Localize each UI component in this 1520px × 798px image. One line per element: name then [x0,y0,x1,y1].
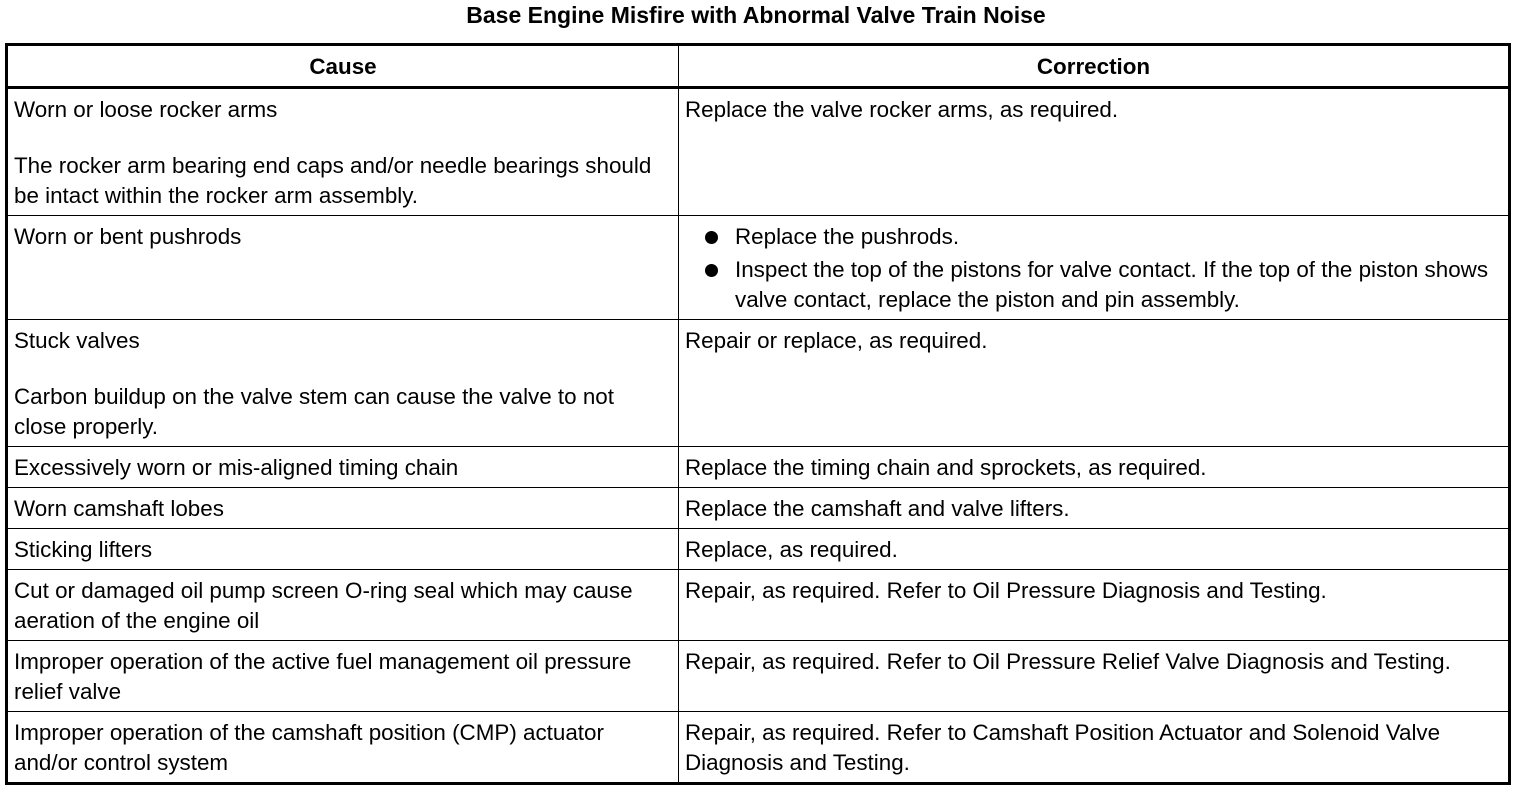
table-row [7,88,1510,216]
correction-cell [679,488,1510,529]
cause-cell [7,320,679,447]
table-header-row [7,45,1510,88]
cause-note: Carbon buildup on the valve stem can cause the valve to not close properly. [14,384,614,439]
cause-text: Cut or damaged oil pump screen O-ring seal which may cause aeration of the engine oil [14,578,633,633]
cause-text: Worn or loose rocker arms [14,97,278,122]
cause-text: Improper operation of the active fuel management oil pressure relief valve [14,649,632,704]
table-row [7,488,1510,529]
cause-cell [7,88,679,216]
correction-text: Replace the camshaft and valve lifters. [685,496,1070,521]
correction-cell [679,570,1510,641]
correction-text: Repair, as required. Refer to Oil Pressure Relief Valve Diagnosis and Testing. [685,649,1451,674]
cause-text: Worn or bent pushrods [14,224,242,249]
column-header-correction: Correction [679,45,1510,88]
cause-cell [7,488,679,529]
correction-text: Replace the timing chain and sprockets, as required. [685,455,1207,480]
diagnosis-table [5,43,1511,785]
table-row [7,712,1510,784]
correction-cell [679,712,1510,784]
correction-cell [679,216,1510,320]
table-row [7,570,1510,641]
table-row [7,529,1510,570]
bullet-text: Inspect the top of the pistons for valve contact. If the top of the piston shows valve contact, replace the piston and pin assembly. [735,257,1489,312]
cause-note: The rocker arm bearing end caps and/or needle bearings should be intact within the rocker arm assembly. [14,153,652,208]
cause-cell [7,447,679,488]
correction-text: Replace, as required. [685,537,898,562]
bullet-icon [705,231,718,244]
cause-cell [7,216,679,320]
cause-text: Improper operation of the camshaft position (CMP) actuator and/or control system [14,720,604,775]
table-row [7,216,1510,320]
list-item [701,255,1502,315]
cause-cell [7,712,679,784]
table-row [7,641,1510,712]
bullet-text: Replace the pushrods. [735,224,960,249]
cause-cell [7,529,679,570]
list-item [701,222,1502,252]
bullet-icon [705,264,718,277]
correction-cell [679,320,1510,447]
cause-cell [7,570,679,641]
correction-text: Repair, as required. Refer to Oil Pressure Diagnosis and Testing. [685,578,1327,603]
column-header-cause: Cause [7,45,679,88]
correction-cell [679,88,1510,216]
cause-text: Sticking lifters [14,537,153,562]
correction-cell [679,447,1510,488]
cause-text: Excessively worn or mis-aligned timing chain [14,455,459,480]
correction-text: Replace the valve rocker arms, as required. [685,97,1119,122]
correction-text: Repair, as required. Refer to Camshaft Position Actuator and Solenoid Valve Diagnosis and Testing. [685,720,1441,775]
cause-cell [7,641,679,712]
cause-text: Worn camshaft lobes [14,496,224,521]
correction-text: Repair or replace, as required. [685,328,988,353]
table-row [7,447,1510,488]
correction-cell [679,529,1510,570]
correction-bullet-list [685,222,1502,315]
correction-cell [679,641,1510,712]
document-title: Base Engine Misfire with Abnormal Valve Train Noise [466,2,1046,28]
table-row [7,320,1510,447]
cause-text: Stuck valves [14,328,140,353]
